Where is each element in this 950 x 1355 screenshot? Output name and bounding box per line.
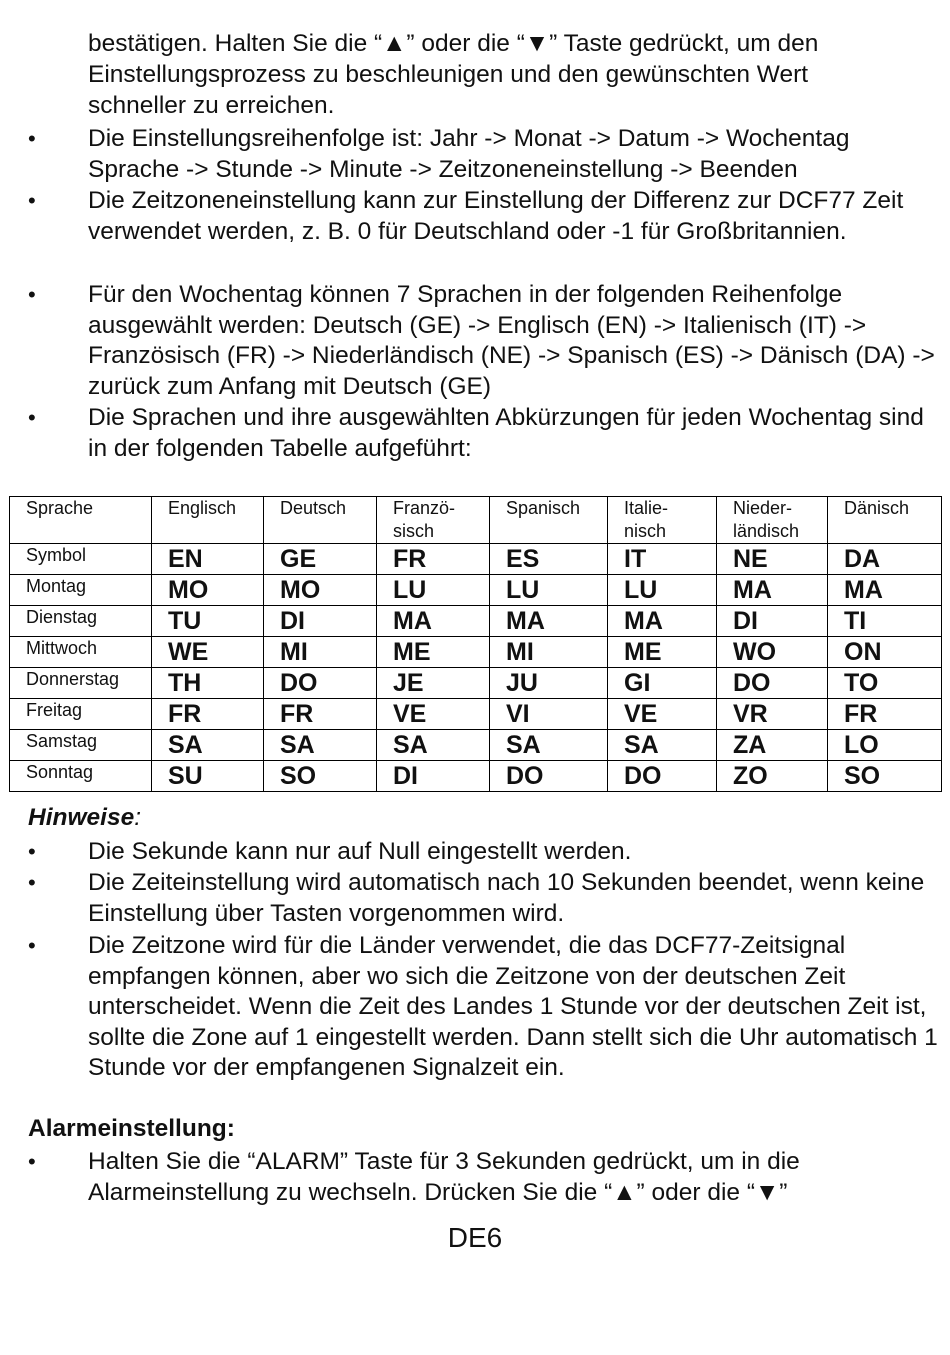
day-code-cell: EN [152,544,264,575]
bullet-dot: • [28,126,36,151]
day-code-cell: ON [828,637,942,668]
day-code-cell: ES [490,544,608,575]
day-code-cell: VR [717,699,828,730]
day-code-cell: TI [828,606,942,637]
day-code-cell: NE [717,544,828,575]
day-code-cell: TH [152,668,264,699]
day-code-cell: VI [490,699,608,730]
bullet-dot: • [28,282,36,307]
day-code-cell: DI [264,606,377,637]
table-row [10,606,942,637]
alarm-instruction: Halten Sie die “ALARM” Taste für 3 Sekunden gedrückt, um in die Alarmeinstellung zu wechseln. Drücken Sie die “▲” oder die “▼” [88,1148,800,1206]
day-code-cell: VE [608,699,717,730]
bullet-order: Die Einstellungsreihenfolge ist: Jahr -> Monat -> Datum -> Wochentag Sprache -> Stunde -> Minute -> Zeitzoneneinstellung -> Beenden [88,125,850,183]
row-label: Donnerstag [10,668,152,699]
day-code-cell: SA [152,730,264,761]
header-daenisch: Dänisch [828,497,942,544]
table-header-row [10,497,942,544]
bullet-timezone: Die Zeitzoneneinstellung kann zur Einstellung der Differenz zur DCF77 Zeit verwendet werden, z. B. 0 für Deutschland oder -1 für Großbritannien. [88,187,904,245]
day-code-cell: SA [490,730,608,761]
day-code-cell: DO [264,668,377,699]
day-code-cell: FR [377,544,490,575]
header-franzoesisch: Franzö- sisch [377,497,490,544]
day-code-cell: IT [608,544,717,575]
day-code-cell: FR [264,699,377,730]
day-code-cell: TO [828,668,942,699]
alarm-heading: Alarmeinstellung: [28,1115,235,1142]
row-label: Montag [10,575,152,606]
day-code-cell: MA [377,606,490,637]
row-label: Mittwoch [10,637,152,668]
day-code-cell: DI [377,761,490,792]
day-code-cell: SA [608,730,717,761]
bullet-dot: • [28,1149,36,1174]
day-code-cell: TU [152,606,264,637]
bullet-table-intro: Die Sprachen und ihre ausgewählten Abkürzungen für jeden Wochentag sind in der folgenden Tabelle aufgeführt: [88,404,924,462]
weekday-language-table [9,496,942,792]
header-niederlaendisch: Nieder- ländisch [717,497,828,544]
note-timezone: Die Zeitzone wird für die Länder verwendet, die das DCF77-Zeitsignal empfangen können, aber wo sich die Zeitzone von der deutschen Zeit unterscheidet. Wenn die Zeit des Landes 1 Stunde vor der deutschen Zeit ist, sollte die Zone auf 1 eingestellt werden. Dann stellt sich die Uhr automatisch 1 Stunde vor der empfangenen Signalzeit ein. [88,932,938,1081]
bullet-dot: • [28,839,36,864]
day-code-cell: ZA [717,730,828,761]
day-code-cell: MA [490,606,608,637]
bullet-languages: Für den Wochentag können 7 Sprachen in der folgenden Reihenfolge ausgewählt werden: Deutsch (GE) -> Englisch (EN) -> Italienisch (IT) -> Französisch (FR) -> Niederländisch (NE) -> Spanisch (ES) -> Dänisch (DA) -> zurück zum Anfang mit Deutsch (GE) [88,281,935,400]
notes-heading: Hinweise: [28,804,142,831]
bullet-dot: • [28,933,36,958]
day-code-cell: MO [264,575,377,606]
header-englisch: Englisch [152,497,264,544]
table-row [10,699,942,730]
note-seconds: Die Sekunde kann nur auf Null eingestellt werden. [88,838,632,865]
day-code-cell: LU [490,575,608,606]
day-code-cell: DO [717,668,828,699]
row-label: Freitag [10,699,152,730]
note-auto-exit: Die Zeiteinstellung wird automatisch nach 10 Sekunden beendet, wenn keine Einstellung über Tasten vorgenommen wird. [88,869,925,927]
day-code-cell: DO [490,761,608,792]
day-code-cell: LU [377,575,490,606]
day-code-cell: SA [377,730,490,761]
day-code-cell: LO [828,730,942,761]
table-row [10,761,942,792]
day-code-cell: MI [264,637,377,668]
intro-line-2: Einstellungsprozess zu beschleunigen und den gewünschten Wert [88,61,809,88]
day-code-cell: MI [490,637,608,668]
day-code-cell: ME [377,637,490,668]
day-code-cell: FR [828,699,942,730]
day-code-cell: WE [152,637,264,668]
day-code-cell: GE [264,544,377,575]
day-code-cell: ZO [717,761,828,792]
header-spanisch: Spanisch [490,497,608,544]
row-label: Sonntag [10,761,152,792]
table-row [10,730,942,761]
day-code-cell: LU [608,575,717,606]
table-row [10,637,942,668]
day-code-cell: DO [608,761,717,792]
table-row [10,668,942,699]
header-italienisch: Italie- nisch [608,497,717,544]
day-code-cell: SA [264,730,377,761]
day-code-cell: ME [608,637,717,668]
bullet-dot: • [28,870,36,895]
bullet-dot: • [28,188,36,213]
day-code-cell: MA [828,575,942,606]
day-code-cell: GI [608,668,717,699]
page-number: DE6 [447,1222,503,1253]
day-code-cell: DA [828,544,942,575]
day-code-cell: JU [490,668,608,699]
table-row [10,544,942,575]
header-sprache: Sprache [10,497,152,544]
day-code-cell: FR [152,699,264,730]
row-label: Symbol [10,544,152,575]
bullet-dot: • [28,405,36,430]
header-deutsch: Deutsch [264,497,377,544]
day-code-cell: DI [717,606,828,637]
day-code-cell: JE [377,668,490,699]
day-code-cell: MO [152,575,264,606]
intro-line-1: bestätigen. Halten Sie die “▲” oder die “▼” Taste gedrückt, um den [88,30,819,57]
day-code-cell: SO [828,761,942,792]
day-code-cell: VE [377,699,490,730]
row-label: Dienstag [10,606,152,637]
table-row [10,575,942,606]
day-code-cell: MA [717,575,828,606]
day-code-cell: MA [608,606,717,637]
day-code-cell: SU [152,761,264,792]
row-label: Samstag [10,730,152,761]
day-code-cell: WO [717,637,828,668]
day-code-cell: SO [264,761,377,792]
intro-line-3: schneller zu erreichen. [88,92,335,119]
